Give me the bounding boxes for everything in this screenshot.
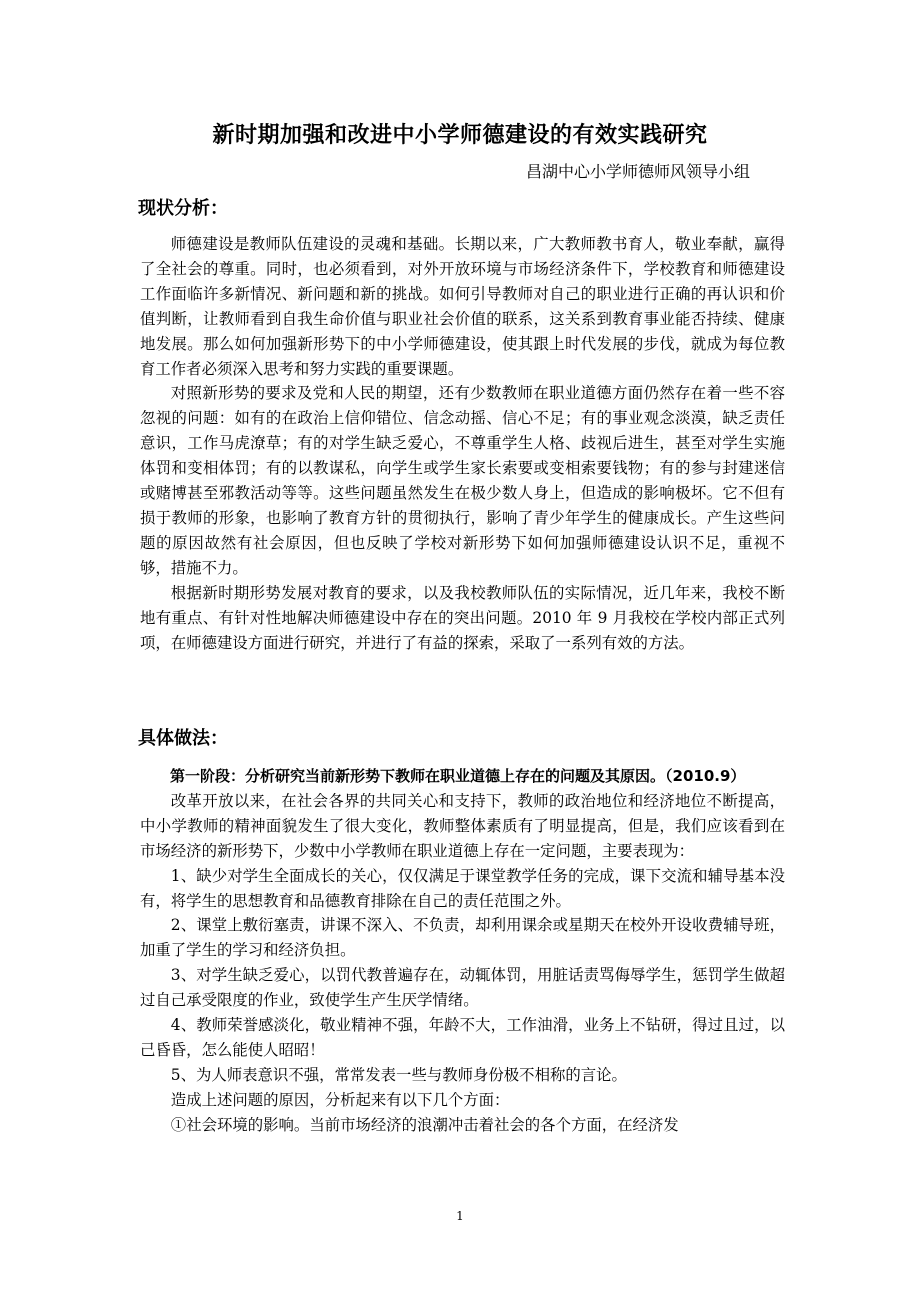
paragraph: 对照新形势的要求及党和人民的期望，还有少数教师在职业道德方面仍然存在着一些不容忽视的问题：如有的在政治上信仰错位、信念动摇、信心不足；有的事业观念淡漠，缺乏责任意识，工作马虎潦草；有的对学生缺乏爱心，不尊重学生人格、歧视后进生，甚至对学生实施体罚和变相体罚；有的以教谋私，向学生或学生家长索要或变相索要钱物；有的参与封建迷信或赌博甚至邪教活动等等。这些问题虽然发生在极少数人身上，但造成的影响极坏。它不但有损于教师的形象，也影响了教育方针的贯彻执行，影响了青少年学生的健康成长。产生这些问题的原因故然有社会原因，但也反映了学校对新形势下如何加强师德建设认识不足，重视不够，措施不力。 (140, 384, 785, 577)
paragraph: 师德建设是教师队伍建设的灵魂和基础。长期以来，广大教师教书育人，敬业奉献，赢得了全社会的尊重。同时，也必须看到，对外开放环境与市场经济条件下，学校教育和师德建设工作面临许多新情况、新问题和新的挑战。如何引导教师对自己的职业进行正确的再认识和价值判断，让教师看到自我生命价值与职业社会价值的联系，这关系到教育事业能否持续、健康地发展。那么如何加强新形势下的中小学师德建设，使其跟上时代发展的步伐，就成为每位教育工作者必须深入思考和努力实践的重要课题。 (140, 235, 785, 378)
list-item: 4、教师荣誉感淡化，敬业精神不强，年龄不大，工作油滑，业务上不钻研，得过且过，以己昏昏，怎么能使人昭昭！ (140, 1016, 785, 1059)
paragraph: ①社会环境的影响。当前市场经济的浪潮冲击着社会的各个方面，在经济发 (170, 1115, 679, 1134)
section-body-specific-methods (140, 764, 785, 1138)
stage-heading: 第一阶段：分析研究当前新形势下教师在职业道德上存在的问题及其原因。（2010.9） (170, 767, 746, 785)
paragraph: 改革开放以来，在社会各界的共同关心和支持下，教师的政治地位和经济地位不断提高，中小学教师的精神面貌发生了很大变化，教师整体素质有了明显提高，但是，我们应该看到在市场经济的新形势下，少数中小学教师在职业道德上存在一定问题，主要表现为： (140, 791, 785, 860)
section-body-status-analysis (140, 232, 785, 655)
paragraph: 根据新时期形势发展对教育的要求，以及我校教师队伍的实际情况，近几年来，我校不断地有重点、有针对性地解决师德建设中存在的突出问题。2010 年 9 月我校在学校内部正式列项，在师德建设方面进行研究，并进行了有益的探索，采取了一系列有效的方法。 (140, 583, 785, 652)
list-item: 1、缺少对学生全面成长的关心，仅仅满足于课堂教学任务的完成，课下交流和辅导基本没有，将学生的思想教育和品德教育排除在自己的责任范围之外。 (140, 866, 785, 910)
list-item: 3、对学生缺乏爱心，以罚代教普遍存在，动辄体罚，用脏话责骂侮辱学生，惩罚学生做超过自己承受限度的作业，致使学生产生厌学情绪。 (140, 966, 785, 1010)
document-title: 新时期加强和改进中小学师德建设的有效实践研究 (212, 123, 708, 148)
document-author: 昌湖中心小学师德师风领导小组 (525, 162, 750, 181)
list-item: 2、课堂上敷衍塞责，讲课不深入、不负责，却利用课余或星期天在校外开设收费辅导班，加重了学生的学习和经济负担。 (140, 916, 785, 960)
section-heading-specific-methods: 具体做法： (138, 728, 228, 749)
paragraph: 造成上述问题的原因，分析起来有以下几个方面： (170, 1090, 510, 1109)
page-number: 1 (456, 1209, 464, 1223)
section-heading-status-analysis: 现状分析： (138, 198, 228, 219)
list-item: 5、为人师表意识不强，常常发表一些与教师身份极不相称的言论。 (170, 1065, 627, 1084)
